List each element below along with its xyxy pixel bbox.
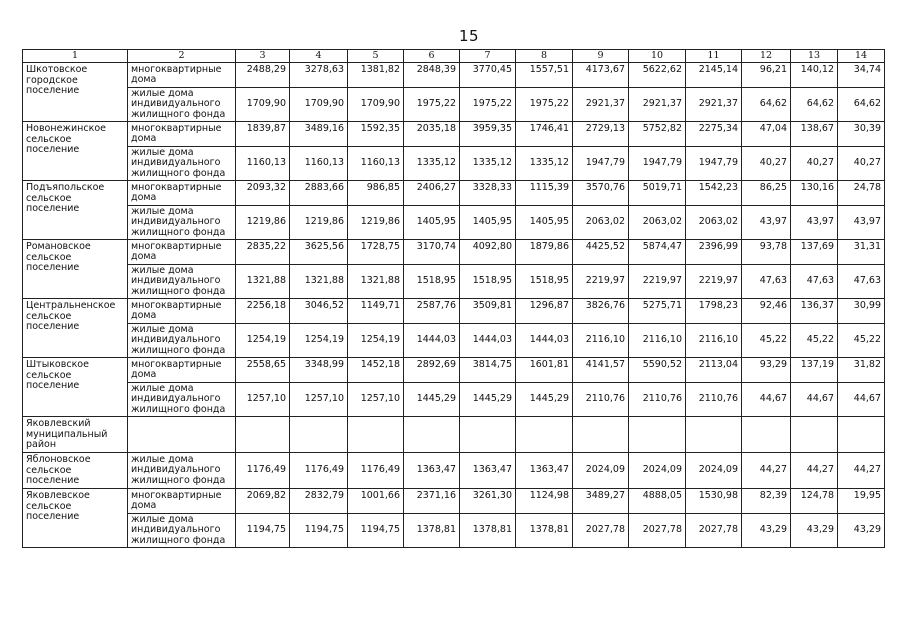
empty-cell — [128, 417, 236, 453]
value-cell: 1296,87 — [516, 299, 573, 324]
empty-cell — [838, 417, 885, 453]
settlement-name: Штыковское сельское поселение — [23, 358, 128, 417]
value-cell: 1378,81 — [404, 514, 460, 548]
value-cell: 93,78 — [742, 240, 791, 265]
value-cell: 1947,79 — [573, 147, 629, 181]
value-cell: 1149,71 — [348, 299, 404, 324]
value-cell: 2729,13 — [573, 122, 629, 147]
value-cell: 43,29 — [742, 514, 791, 548]
table-row — [23, 88, 885, 122]
value-cell: 43,29 — [791, 514, 838, 548]
value-cell: 1445,29 — [404, 383, 460, 417]
value-cell: 130,16 — [791, 181, 838, 206]
value-cell: 3348,99 — [290, 358, 348, 383]
value-cell: 2558,65 — [236, 358, 290, 383]
value-cell: 47,04 — [742, 122, 791, 147]
value-cell: 1381,82 — [348, 63, 404, 88]
value-cell: 5019,71 — [629, 181, 686, 206]
value-cell: 64,62 — [742, 88, 791, 122]
housing-type: многоквартирные дома — [128, 240, 236, 265]
value-cell: 1219,86 — [348, 206, 404, 240]
region-name: Яковлевский муниципальный район — [23, 417, 128, 453]
housing-type: многоквартирные дома — [128, 358, 236, 383]
value-cell: 2069,82 — [236, 489, 290, 514]
value-cell: 44,67 — [742, 383, 791, 417]
housing-type: многоквартирные дома — [128, 63, 236, 88]
value-cell: 2835,22 — [236, 240, 290, 265]
value-cell: 3170,74 — [404, 240, 460, 265]
value-cell: 2116,10 — [629, 324, 686, 358]
value-cell: 1709,90 — [348, 88, 404, 122]
header-row — [23, 50, 885, 63]
value-cell: 138,67 — [791, 122, 838, 147]
value-cell: 30,39 — [838, 122, 885, 147]
value-cell: 3959,35 — [460, 122, 516, 147]
table-row — [23, 181, 885, 206]
value-cell: 2116,10 — [686, 324, 742, 358]
value-cell: 2219,97 — [686, 265, 742, 299]
value-cell: 1709,90 — [236, 88, 290, 122]
value-cell: 1798,23 — [686, 299, 742, 324]
column-header: 7 — [460, 50, 516, 63]
table-row — [23, 358, 885, 383]
value-cell: 1335,12 — [460, 147, 516, 181]
value-cell: 2406,27 — [404, 181, 460, 206]
column-header: 11 — [686, 50, 742, 63]
value-cell: 44,27 — [791, 453, 838, 489]
value-cell: 2219,97 — [573, 265, 629, 299]
housing-type: многоквартирные дома — [128, 122, 236, 147]
value-cell: 64,62 — [838, 88, 885, 122]
table-row — [23, 299, 885, 324]
value-cell: 2063,02 — [573, 206, 629, 240]
value-cell: 1321,88 — [348, 265, 404, 299]
value-cell: 1709,90 — [290, 88, 348, 122]
value-cell: 3046,52 — [290, 299, 348, 324]
value-cell: 1839,87 — [236, 122, 290, 147]
value-cell: 2110,76 — [573, 383, 629, 417]
value-cell: 3826,76 — [573, 299, 629, 324]
value-cell: 5275,71 — [629, 299, 686, 324]
empty-cell — [742, 417, 791, 453]
value-cell: 136,37 — [791, 299, 838, 324]
value-cell: 2892,69 — [404, 358, 460, 383]
value-cell: 1445,29 — [460, 383, 516, 417]
value-cell: 1115,39 — [516, 181, 573, 206]
table-row — [23, 122, 885, 147]
column-header: 12 — [742, 50, 791, 63]
value-cell: 2116,10 — [573, 324, 629, 358]
value-cell: 5590,52 — [629, 358, 686, 383]
value-cell: 4888,05 — [629, 489, 686, 514]
value-cell: 1257,10 — [236, 383, 290, 417]
value-cell: 2832,79 — [290, 489, 348, 514]
value-cell: 1530,98 — [686, 489, 742, 514]
value-cell: 3261,30 — [460, 489, 516, 514]
value-cell: 2275,34 — [686, 122, 742, 147]
value-cell: 40,27 — [742, 147, 791, 181]
value-cell: 43,97 — [838, 206, 885, 240]
value-cell: 19,95 — [838, 489, 885, 514]
value-cell: 2587,76 — [404, 299, 460, 324]
value-cell: 96,21 — [742, 63, 791, 88]
empty-cell — [686, 417, 742, 453]
value-cell: 1124,98 — [516, 489, 573, 514]
value-cell: 2921,37 — [686, 88, 742, 122]
value-cell: 5874,47 — [629, 240, 686, 265]
value-cell: 2921,37 — [573, 88, 629, 122]
value-cell: 2110,76 — [686, 383, 742, 417]
value-cell: 44,27 — [838, 453, 885, 489]
value-cell: 1176,49 — [236, 453, 290, 489]
value-cell: 40,27 — [791, 147, 838, 181]
column-header: 2 — [128, 50, 236, 63]
housing-type: жилые дома индивидуального жилищного фонда — [128, 265, 236, 299]
value-cell: 1592,35 — [348, 122, 404, 147]
table-row — [23, 206, 885, 240]
value-cell: 1378,81 — [460, 514, 516, 548]
value-cell: 30,99 — [838, 299, 885, 324]
page-number: 15 — [458, 27, 480, 45]
tariff-table — [22, 49, 885, 548]
value-cell: 1363,47 — [516, 453, 573, 489]
value-cell: 82,39 — [742, 489, 791, 514]
value-cell: 1947,79 — [629, 147, 686, 181]
value-cell: 1194,75 — [236, 514, 290, 548]
value-cell: 24,78 — [838, 181, 885, 206]
value-cell: 2219,97 — [629, 265, 686, 299]
empty-cell — [348, 417, 404, 453]
settlement-name: Романовское сельское поселение — [23, 240, 128, 299]
value-cell: 1321,88 — [236, 265, 290, 299]
value-cell: 44,27 — [742, 453, 791, 489]
housing-type: многоквартирные дома — [128, 181, 236, 206]
value-cell: 2848,39 — [404, 63, 460, 88]
housing-type: жилые дома индивидуального жилищного фонда — [128, 206, 236, 240]
value-cell: 45,22 — [791, 324, 838, 358]
value-cell: 1518,95 — [516, 265, 573, 299]
value-cell: 5752,82 — [629, 122, 686, 147]
value-cell: 1542,23 — [686, 181, 742, 206]
value-cell: 1194,75 — [290, 514, 348, 548]
settlement-name: Шкотовское городское поселение — [23, 63, 128, 122]
value-cell: 1160,13 — [290, 147, 348, 181]
column-header: 8 — [516, 50, 573, 63]
value-cell: 31,82 — [838, 358, 885, 383]
empty-cell — [516, 417, 573, 453]
value-cell: 47,63 — [838, 265, 885, 299]
value-cell: 4141,57 — [573, 358, 629, 383]
value-cell: 2024,09 — [686, 453, 742, 489]
column-header: 3 — [236, 50, 290, 63]
column-header: 13 — [791, 50, 838, 63]
empty-cell — [236, 417, 290, 453]
housing-type: многоквартирные дома — [128, 489, 236, 514]
value-cell: 2145,14 — [686, 63, 742, 88]
value-cell: 86,25 — [742, 181, 791, 206]
value-cell: 2024,09 — [573, 453, 629, 489]
value-cell: 3328,33 — [460, 181, 516, 206]
value-cell: 2921,37 — [629, 88, 686, 122]
value-cell: 1557,51 — [516, 63, 573, 88]
table-row — [23, 147, 885, 181]
value-cell: 1445,29 — [516, 383, 573, 417]
value-cell: 64,62 — [791, 88, 838, 122]
value-cell: 4173,67 — [573, 63, 629, 88]
value-cell: 40,27 — [838, 147, 885, 181]
value-cell: 1444,03 — [404, 324, 460, 358]
value-cell: 3489,27 — [573, 489, 629, 514]
column-header: 1 — [23, 50, 128, 63]
table-row — [23, 240, 885, 265]
value-cell: 2110,76 — [629, 383, 686, 417]
table-row — [23, 63, 885, 88]
value-cell: 45,22 — [742, 324, 791, 358]
value-cell: 1405,95 — [404, 206, 460, 240]
value-cell: 1518,95 — [460, 265, 516, 299]
value-cell: 3278,63 — [290, 63, 348, 88]
value-cell: 2027,78 — [573, 514, 629, 548]
value-cell: 3570,76 — [573, 181, 629, 206]
value-cell: 2063,02 — [629, 206, 686, 240]
value-cell: 47,63 — [791, 265, 838, 299]
value-cell: 140,12 — [791, 63, 838, 88]
value-cell: 986,85 — [348, 181, 404, 206]
value-cell: 93,29 — [742, 358, 791, 383]
value-cell: 2883,66 — [290, 181, 348, 206]
empty-cell — [629, 417, 686, 453]
column-header: 6 — [404, 50, 460, 63]
value-cell: 1728,75 — [348, 240, 404, 265]
column-header: 14 — [838, 50, 885, 63]
value-cell: 43,97 — [742, 206, 791, 240]
value-cell: 1975,22 — [516, 88, 573, 122]
value-cell: 3489,16 — [290, 122, 348, 147]
value-cell: 1254,19 — [236, 324, 290, 358]
housing-type: жилые дома индивидуального жилищного фонда — [128, 383, 236, 417]
settlement-name: Новонежинское сельское поселение — [23, 122, 128, 181]
housing-type: жилые дома индивидуального жилищного фонда — [128, 514, 236, 548]
value-cell: 2063,02 — [686, 206, 742, 240]
value-cell: 1444,03 — [516, 324, 573, 358]
column-header: 9 — [573, 50, 629, 63]
housing-type: жилые дома индивидуального жилищного фонда — [128, 147, 236, 181]
value-cell: 137,69 — [791, 240, 838, 265]
value-cell: 1176,49 — [348, 453, 404, 489]
housing-type: жилые дома индивидуального жилищного фонда — [128, 324, 236, 358]
value-cell: 31,31 — [838, 240, 885, 265]
value-cell: 43,29 — [838, 514, 885, 548]
column-header: 5 — [348, 50, 404, 63]
settlement-name: Яблоновское сельское поселение — [23, 453, 128, 489]
empty-cell — [404, 417, 460, 453]
value-cell: 1363,47 — [404, 453, 460, 489]
value-cell: 1975,22 — [460, 88, 516, 122]
value-cell: 2371,16 — [404, 489, 460, 514]
value-cell: 47,63 — [742, 265, 791, 299]
table-row — [23, 383, 885, 417]
value-cell: 3509,81 — [460, 299, 516, 324]
value-cell: 1335,12 — [404, 147, 460, 181]
value-cell: 2035,18 — [404, 122, 460, 147]
table-body — [23, 63, 885, 548]
empty-cell — [460, 417, 516, 453]
value-cell: 2027,78 — [629, 514, 686, 548]
value-cell: 1518,95 — [404, 265, 460, 299]
table-row — [23, 265, 885, 299]
value-cell: 4092,80 — [460, 240, 516, 265]
value-cell: 45,22 — [838, 324, 885, 358]
value-cell: 1219,86 — [290, 206, 348, 240]
value-cell: 1176,49 — [290, 453, 348, 489]
value-cell: 34,74 — [838, 63, 885, 88]
value-cell: 1254,19 — [290, 324, 348, 358]
value-cell: 1975,22 — [404, 88, 460, 122]
value-cell: 5622,62 — [629, 63, 686, 88]
value-cell: 2113,04 — [686, 358, 742, 383]
value-cell: 1219,86 — [236, 206, 290, 240]
table-row — [23, 324, 885, 358]
value-cell: 2027,78 — [686, 514, 742, 548]
value-cell: 43,97 — [791, 206, 838, 240]
value-cell: 137,19 — [791, 358, 838, 383]
value-cell: 1452,18 — [348, 358, 404, 383]
value-cell: 1257,10 — [290, 383, 348, 417]
value-cell: 1601,81 — [516, 358, 573, 383]
value-cell: 1947,79 — [686, 147, 742, 181]
table-row — [23, 453, 885, 489]
value-cell: 44,67 — [791, 383, 838, 417]
value-cell: 124,78 — [791, 489, 838, 514]
value-cell: 2256,18 — [236, 299, 290, 324]
value-cell: 3625,56 — [290, 240, 348, 265]
value-cell: 1363,47 — [460, 453, 516, 489]
value-cell: 2396,99 — [686, 240, 742, 265]
empty-cell — [290, 417, 348, 453]
value-cell: 1194,75 — [348, 514, 404, 548]
value-cell: 1254,19 — [348, 324, 404, 358]
value-cell: 1879,86 — [516, 240, 573, 265]
value-cell: 2024,09 — [629, 453, 686, 489]
value-cell: 1001,66 — [348, 489, 404, 514]
empty-cell — [573, 417, 629, 453]
value-cell: 2488,29 — [236, 63, 290, 88]
region-row — [23, 417, 885, 453]
value-cell: 92,46 — [742, 299, 791, 324]
housing-type: жилые дома индивидуального жилищного фонда — [128, 88, 236, 122]
table-row — [23, 489, 885, 514]
value-cell: 1160,13 — [348, 147, 404, 181]
housing-type: многоквартирные дома — [128, 299, 236, 324]
value-cell: 1444,03 — [460, 324, 516, 358]
empty-cell — [791, 417, 838, 453]
settlement-name: Яковлевское сельское поселение — [23, 489, 128, 548]
value-cell: 4425,52 — [573, 240, 629, 265]
value-cell: 1405,95 — [460, 206, 516, 240]
column-header: 4 — [290, 50, 348, 63]
value-cell: 1405,95 — [516, 206, 573, 240]
value-cell: 1321,88 — [290, 265, 348, 299]
value-cell: 1335,12 — [516, 147, 573, 181]
settlement-name: Подъяпольское сельское поселение — [23, 181, 128, 240]
value-cell: 1746,41 — [516, 122, 573, 147]
value-cell: 1378,81 — [516, 514, 573, 548]
value-cell: 3814,75 — [460, 358, 516, 383]
value-cell: 1257,10 — [348, 383, 404, 417]
settlement-name: Центральненское сельское поселение — [23, 299, 128, 358]
column-header: 10 — [629, 50, 686, 63]
value-cell: 2093,32 — [236, 181, 290, 206]
housing-type: жилые дома индивидуального жилищного фонда — [128, 453, 236, 489]
value-cell: 44,67 — [838, 383, 885, 417]
value-cell: 3770,45 — [460, 63, 516, 88]
table-row — [23, 514, 885, 548]
value-cell: 1160,13 — [236, 147, 290, 181]
